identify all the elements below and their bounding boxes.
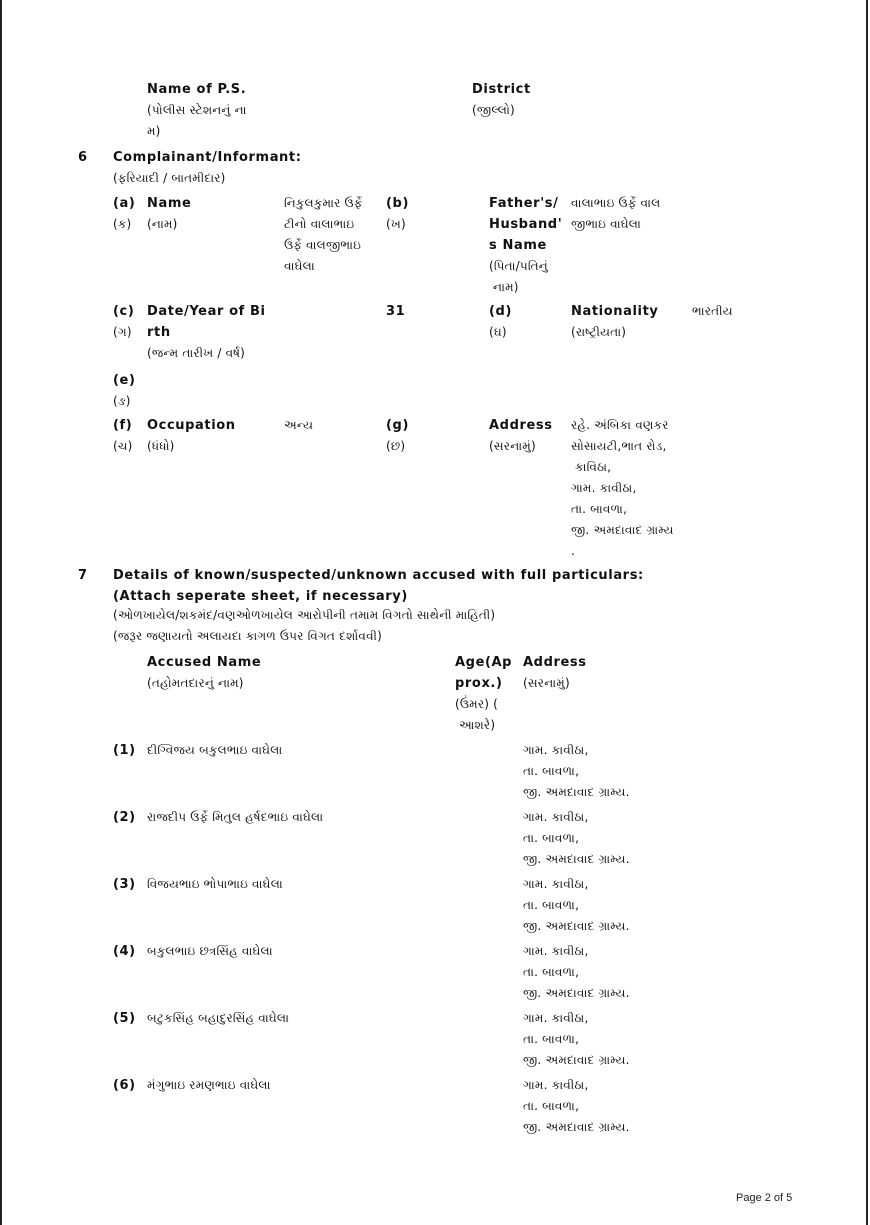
accused-5-address-1: ગામ. કાવીઠા, [523, 1011, 589, 1025]
accused-4-address-1: ગામ. કાવીઠા, [523, 944, 589, 958]
field-a-label: Name [147, 196, 192, 211]
ps-name-label: Name of P.S. [147, 82, 247, 97]
accused-3-address-3: જી. અમદાવાદ ગ્રામ્ય. [523, 919, 630, 933]
accused-1-address-1: ગામ. કાવીઠા, [523, 743, 589, 757]
field-c-marker: (c) [113, 304, 135, 319]
accused-5-name: બટુકસિંહ બહાદુરસિંહ વાઘેલા [147, 1011, 290, 1025]
page-left-border [0, 0, 2, 1225]
field-b-label-line-2: Husband' [489, 217, 563, 232]
field-e-marker: (e) [113, 373, 136, 388]
accused-6-num: (6) [113, 1078, 136, 1093]
field-b-label-guj-1: (પિતા/પતિનું [489, 259, 548, 273]
accused-3-address-2: તા. બાવળા, [523, 898, 580, 912]
field-d-marker-guj: (ઘ) [489, 325, 507, 339]
field-b-marker-guj: (ખ) [386, 217, 406, 231]
accused-2-num: (2) [113, 810, 136, 825]
field-g-label-guj: (સરનામું) [489, 439, 536, 453]
field-b-label-line-1: Father's/ [489, 196, 559, 211]
district-label-guj: (જીલ્લો) [472, 103, 515, 117]
nationality-value: ભારતીય [692, 304, 733, 318]
complainant-address-line-7: . [571, 544, 576, 558]
field-f-label-guj: (ધંધો) [147, 439, 175, 453]
field-f-marker: (f) [113, 418, 133, 433]
section-7-title: Details of known/suspected/unknown accused with full particulars: [113, 568, 644, 583]
field-a-label-guj: (નામ) [147, 217, 178, 231]
accused-4-address-3: જી. અમદાવાદ ગ્રામ્ય. [523, 986, 630, 1000]
page-number: Page 2 of 5 [736, 1192, 793, 1204]
complainant-name-line-2: ટીનો વાલાભાઇ [284, 217, 355, 231]
complainant-address-line-1: રહે. અંબિકા વણકર [571, 418, 669, 432]
complainant-address-line-6: જી. અમદાવાદ ગ્રામ્ય [571, 523, 674, 537]
field-a-marker-guj: (ક) [113, 217, 132, 231]
father-name-line-2: જીભાઇ વાઘેલા [571, 217, 641, 231]
accused-4-address-2: તા. બાવળા, [523, 965, 580, 979]
col-age-guj-2: આશરે) [459, 718, 496, 732]
page-right-border [866, 0, 868, 1225]
accused-4-name: બકુલભાઇ છત્રસિંહ વાઘેલા [147, 944, 273, 958]
col-address-guj: (સરનામું) [523, 676, 570, 690]
accused-6-address-1: ગામ. કાવીઠા, [523, 1078, 589, 1092]
col-age-line-1: Age(Ap [455, 655, 513, 670]
complainant-name-line-1: નિકુલકુમાર ઉર્ફે [284, 196, 363, 210]
accused-4-num: (4) [113, 944, 136, 959]
accused-2-address-2: તા. બાવળા, [523, 831, 580, 845]
section-6-title-guj: (ફરિયાદી / બાતમીદાર) [113, 171, 226, 185]
ps-name-label-guj-2: મ) [147, 124, 161, 138]
occupation-value: અન્ય [284, 418, 314, 432]
father-name-line-1: વાલાભાઇ ઉર્ફે વાલ [571, 196, 661, 210]
accused-1-address-3: જી. અમદાવાદ ગ્રામ્ય. [523, 785, 630, 799]
complainant-name-line-4: વાઘેલા [284, 259, 315, 273]
field-c-label-2: rth [147, 325, 171, 340]
field-c-label-guj: (જન્મ તારીખ / વર્ષ) [147, 346, 246, 360]
field-b-marker: (b) [386, 196, 409, 211]
field-f-marker-guj: (ચ) [113, 439, 133, 453]
accused-6-address-3: જી. અમદાવાદ ગ્રામ્ય. [523, 1120, 630, 1134]
section-7-subtitle: (Attach seperate sheet, if necessary) [113, 589, 408, 604]
complainant-address-line-2: સોસાયટી,ભાત રોડ, [571, 439, 667, 453]
col-accused-name-guj: (તહોમતદારનું નામ) [147, 676, 244, 690]
field-d-label-guj: (રાષ્ટ્રીયતા) [571, 325, 627, 339]
section-6-title: Complainant/Informant: [113, 150, 302, 165]
field-d-marker: (d) [489, 304, 512, 319]
accused-2-address-1: ગામ. કાવીઠા, [523, 810, 589, 824]
col-address: Address [523, 655, 587, 670]
accused-6-address-2: તા. બાવળા, [523, 1099, 580, 1113]
section-7-number: 7 [78, 568, 88, 583]
accused-5-num: (5) [113, 1011, 136, 1026]
complainant-name-line-3: ઉર્ફે વાલજીભાઇ [284, 238, 362, 252]
accused-2-name: રાજદીપ ઉર્ફે મિતુલ હર્ષદભાઇ વાઘેલા [147, 810, 324, 824]
complainant-address-line-3: કાવિઠા, [575, 460, 612, 474]
field-a-marker: (a) [113, 196, 136, 211]
accused-1-address-2: તા. બાવળા, [523, 764, 580, 778]
complainant-address-line-4: ગામ. કાવીઠા, [571, 481, 637, 495]
accused-6-name: મંગુભાઇ રમણભાઇ વાઘેલા [147, 1078, 271, 1092]
ps-name-label-guj: (પોલીસ સ્ટેશનનું ના [147, 103, 247, 117]
col-accused-name: Accused Name [147, 655, 262, 670]
accused-2-address-3: જી. અમદાવાદ ગ્રામ્ય. [523, 852, 630, 866]
accused-3-num: (3) [113, 877, 136, 892]
district-label: District [472, 82, 531, 97]
col-age-line-2: prox.) [455, 676, 503, 691]
field-c-marker-guj: (ગ) [113, 325, 132, 339]
field-f-label: Occupation [147, 418, 236, 433]
accused-1-num: (1) [113, 743, 136, 758]
accused-3-name: વિજયભાઇ ભોપાભાઇ વાઘેલા [147, 877, 283, 891]
field-d-label: Nationality [571, 304, 659, 319]
section-6-number: 6 [78, 150, 88, 165]
accused-5-address-2: તા. બાવળા, [523, 1032, 580, 1046]
field-g-label: Address [489, 418, 553, 433]
field-c-label: Date/Year of Bi [147, 304, 266, 319]
col-age-guj-1: (ઉંમર) ( [455, 697, 499, 711]
field-b-label-line-3: s Name [489, 238, 547, 253]
accused-5-address-3: જી. અમદાવાદ ગ્રામ્ય. [523, 1053, 630, 1067]
field-b-label-guj-2: નામ) [493, 280, 519, 294]
section-7-subtitle-guj: (જરૂર જણાયતો અલાયદા કાગળ ઉપર વિગત દર્શાવવી) [113, 629, 383, 643]
accused-3-address-1: ગામ. કાવીઠા, [523, 877, 589, 891]
birth-year-value: 31 [386, 304, 406, 319]
field-g-marker-guj: (છ) [386, 439, 406, 453]
section-7-title-guj: (ઓળખાયેલ/શકમંદ/વણઓળખાયેલ આરોપીની તમામ વિગતો સાથેની માહિતી) [113, 608, 496, 622]
complainant-address-line-5: તા. બાવળા, [571, 502, 628, 516]
field-e-marker-guj: (ઙ) [113, 394, 131, 408]
field-g-marker: (g) [386, 418, 409, 433]
accused-1-name: દીગ્વિજય બકુલભાઇ વાઘેલા [147, 743, 283, 757]
